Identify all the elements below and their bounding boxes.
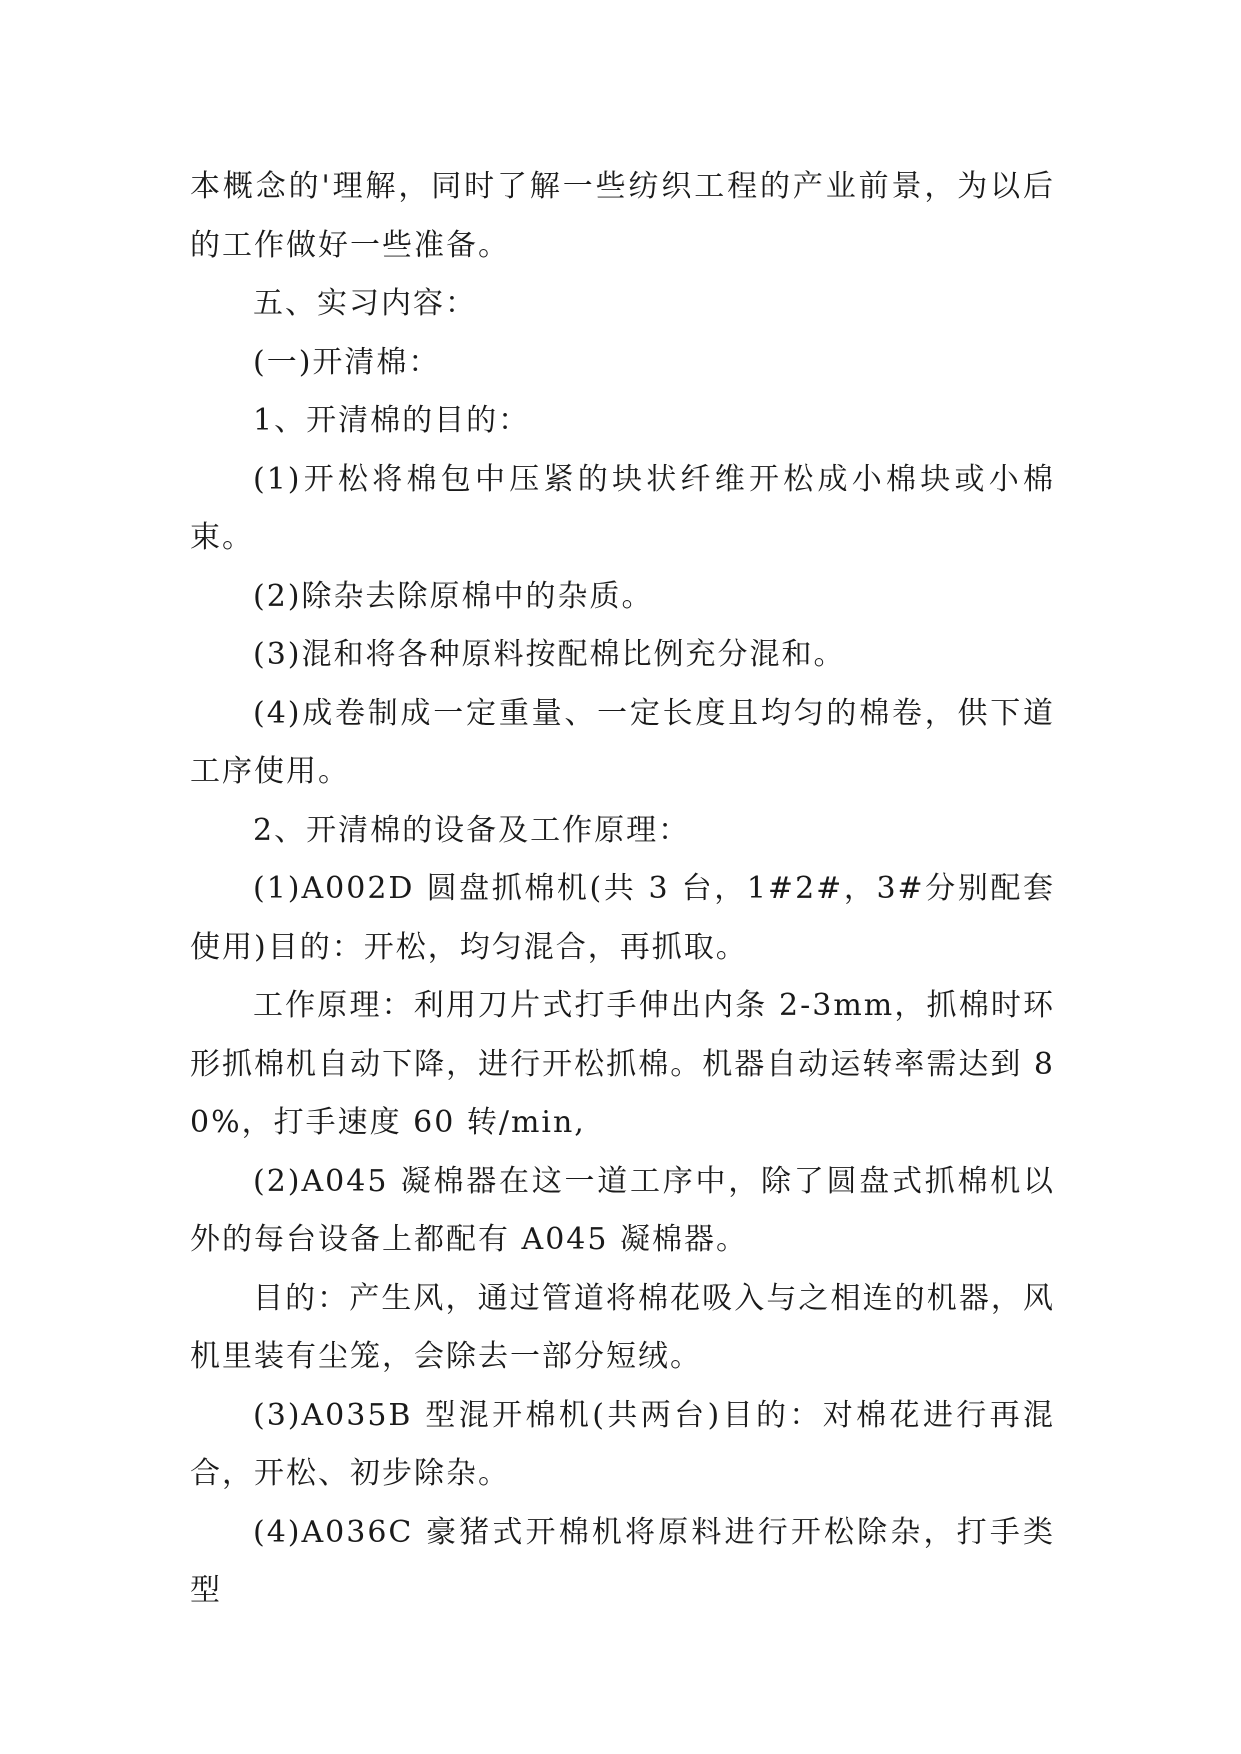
item-heading-equipment: 2、开清棉的设备及工作原理：: [253, 812, 691, 848]
paragraph-condenser-purpose: 目的：产生风，通过管道将棉花吸入与之相连的机器，风机里装有尘笼，会除去一部分短绒。: [190, 1280, 1055, 1374]
paragraph-purpose-3: (3)混和将各种原料按配棉比例充分混和。: [253, 637, 846, 672]
paragraph-equipment-1: (1)A002D 圆盘抓棉机(共 3 台，1#2#，3#分别配套使用)目的：开松，均匀混合，再抓取。: [190, 871, 1055, 965]
paragraph-continuation: 本概念的'理解，同时了解一些纺织工程的产业前景，为以后的工作做好一些准备。: [190, 169, 1055, 263]
paragraph-equipment-4: (4)A036C 豪猪式开棉机将原料进行开松除杂，打手类型: [190, 1514, 1055, 1608]
section-heading-internship-content: 五、实习内容：: [253, 286, 477, 321]
paragraph-equipment-3: (3)A035B 型混开棉机(共两台)目的：对棉花进行再混合，开松、初步除杂。: [190, 1397, 1055, 1491]
paragraph-equipment-2: (2)A045 凝棉器在这一道工序中，除了圆盘式抓棉机以外的每台设备上都配有 A045 凝棉器。: [190, 1163, 1055, 1257]
item-heading-purpose: 1、开清棉的目的：: [253, 403, 531, 438]
paragraph-working-principle: 工作原理：利用刀片式打手伸出内条 2-3mm，抓棉时环形抓棉机自动下降，进行开松抓棉。机器自动运转率需达到 80%，打手速度 60 转/min,: [190, 988, 1055, 1140]
document-body: [190, 158, 1055, 1621]
paragraph-purpose-1: (1)开松将棉包中压紧的块状纤维开松成小棉块或小棉束。: [190, 461, 1055, 555]
paragraph-purpose-4: (4)成卷制成一定重量、一定长度且均匀的棉卷，供下道工序使用。: [190, 695, 1055, 789]
subsection-heading-opening-cleaning: (一)开清棉：: [253, 344, 441, 380]
paragraph-purpose-2: (2)除杂去除原棉中的杂质。: [253, 578, 654, 614]
